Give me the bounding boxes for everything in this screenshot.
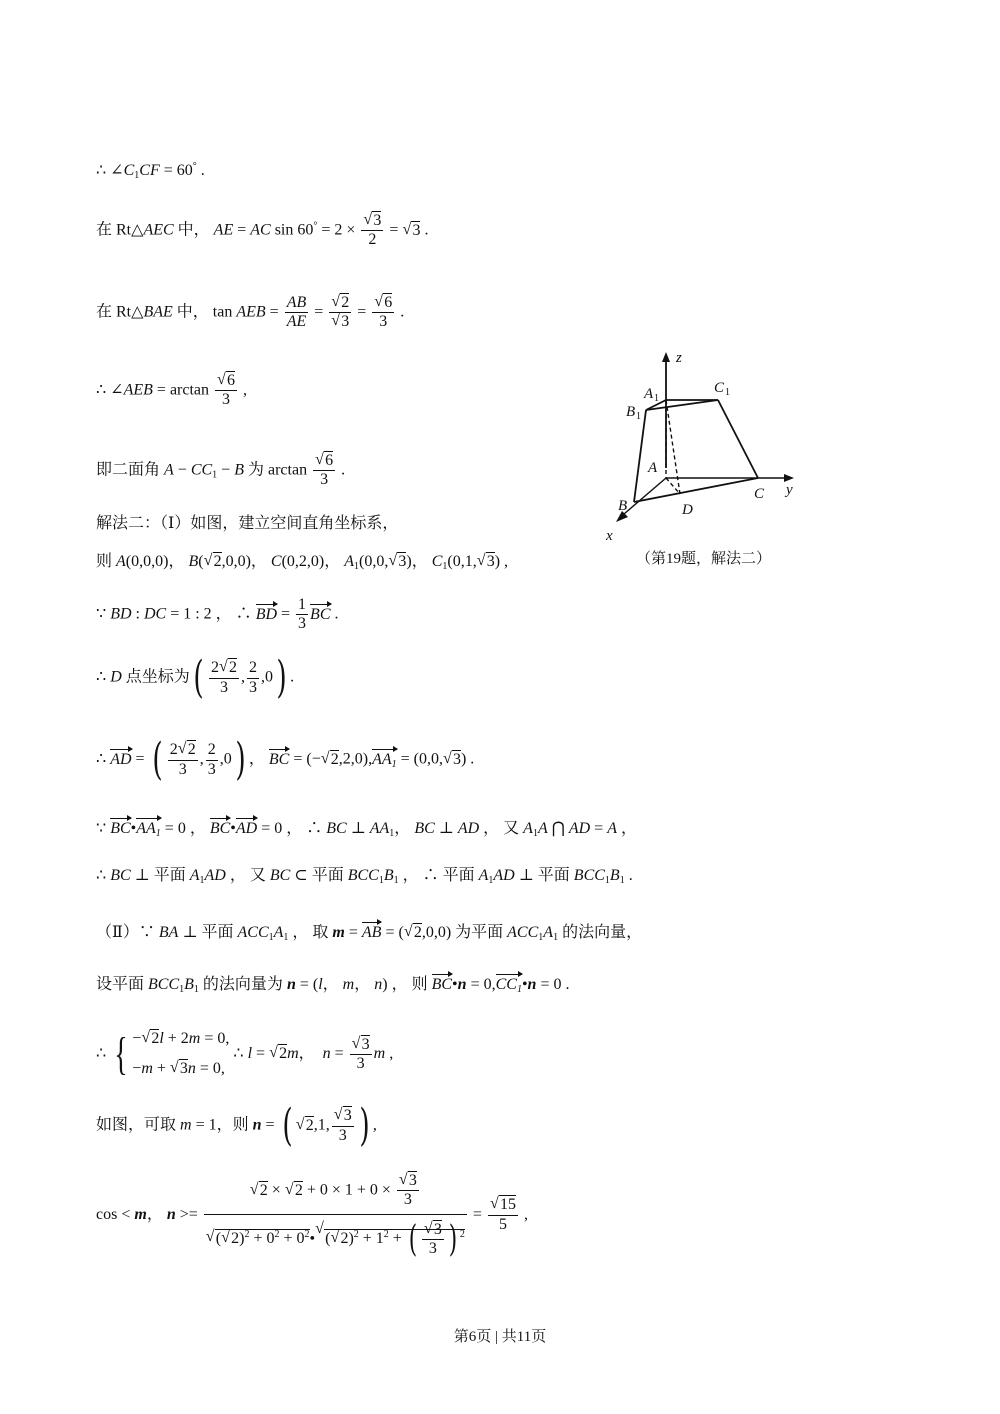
label-a1: A xyxy=(644,386,654,402)
label-a1-sub: 1 xyxy=(654,393,659,404)
label-y: y xyxy=(786,482,793,498)
line-4: ∴ ∠AEB = arctan √ $\frac{6}{3}$ , xyxy=(96,372,247,410)
line-7: 则 A(0,0,0)， B(√ 2,0,0)， C(0,2,0)， $A_1(0,0,√$ 3)， $C_1(0,1,√$ 3) , xyxy=(96,554,508,572)
label-c1-sub: 1 xyxy=(725,387,730,398)
line-5: 即二面角 $A - CC_1 - B$ 为 arctan √ $\frac{6}{3}$ . xyxy=(96,452,345,490)
label-c: C xyxy=(754,486,765,502)
edge-c1c xyxy=(718,400,758,478)
line-11: ∵ $BC•AA_1 = 0$ ， BC•AD = 0 ， ∴ BC ⊥ $AA_1$， BC ⊥ AD ， 又 $A_1A$ ⋂ AD = A ， xyxy=(96,820,637,839)
line-2: 在 Rt△AEC 中， AE = AC sin 60° = 2 × √ $\frac{3}{2}$ = √ 3 . xyxy=(96,212,428,250)
label-b: B xyxy=(618,498,628,514)
label-z: z xyxy=(676,350,682,366)
line-16: 如图，可取 m = 1，则 n = (√ 2,1, √ $\frac{3}{3}$ ) , xyxy=(96,1104,377,1148)
line-14: 设平面 $BCC_1B_1$ 的法向量为 n = (l， m， n) ， 则 BC•n = $0,CC_1•n = 0$ . xyxy=(96,976,570,995)
coordinate-diagram xyxy=(596,348,816,548)
line-10: ∴ AD = ( $\frac{2√ 2}{3}$ , $\frac{2}{3}$ ,0) ， BC = (−√ $2,2,0),AA_1 = (0,0,√$ 3) . xyxy=(96,738,474,782)
z-arrow xyxy=(662,352,670,362)
x-axis xyxy=(624,478,666,514)
line-13: （Ⅱ）∵ BA ⊥ 平面 $ACC_1A_1$ ， 取 m = AB = (√ 2,0,0) 为平面 $ACC_1A_1$ 的法向量， xyxy=(96,922,642,943)
label-d: D xyxy=(682,502,693,518)
label-a: A xyxy=(648,460,658,476)
line-17: cos < m， n >= √ 2 × √ 2 + 0 × 1 + 0 × √ $\frac{3}{3}$ √ (√ $2)^2 + 0^2$ + $0^2•√$ (√ $2)^2 + 1^2$ + ( √ $\frac{3}{3}$ ) $^2$ = √ $\frac{15}{5}$ , xyxy=(96,1172,528,1259)
label-b1: B xyxy=(626,404,636,420)
line-3: 在 Rt△BAE 中， tan AEB = $\frac{AB}{AE}$ = √ 2 √ 3 = √ $\frac{6}{3}$ . xyxy=(96,294,404,332)
line-1: ∴ $\angle C_1CF = 60^\circ$ . xyxy=(96,161,205,181)
label-x: x xyxy=(606,528,613,544)
line-6: 解法二：（Ⅰ）如图，建立空间直角坐标系， xyxy=(96,515,399,532)
label-b1-sub: 1 xyxy=(636,411,641,422)
page-footer: 第6页 | 共11页 xyxy=(453,1329,547,1345)
line-9: ∴ D 点坐标为( $\frac{2√ 2}{3}$ , $\frac{2}{3}$ ,0) . xyxy=(96,656,294,700)
line-15: ∴ { −√ 2l + 2m = 0, −m + √ 3n = 0, ∴ l = √ 2m， n = √ $\frac{3}{3}$ m , xyxy=(96,1024,393,1085)
line-8: ∵ BD : DC = 1 : 2 ， ∴ BD = $\frac{1}{3}$ BC . xyxy=(96,596,339,633)
edge-b1b xyxy=(634,410,646,502)
line-12: ∴ BC ⊥ 平面 $A_1AD$ ， 又 BC ⊂ 平面 $BCC_1B_1$ ， ∴ 平面 $A_1AD$ ⊥ 平面 $BCC_1B_1$ . xyxy=(96,867,633,886)
label-c1: C xyxy=(714,380,725,396)
figure-caption: （第19题，解法二） xyxy=(636,551,772,567)
edge-ad xyxy=(666,478,680,494)
y-arrow xyxy=(784,474,794,482)
